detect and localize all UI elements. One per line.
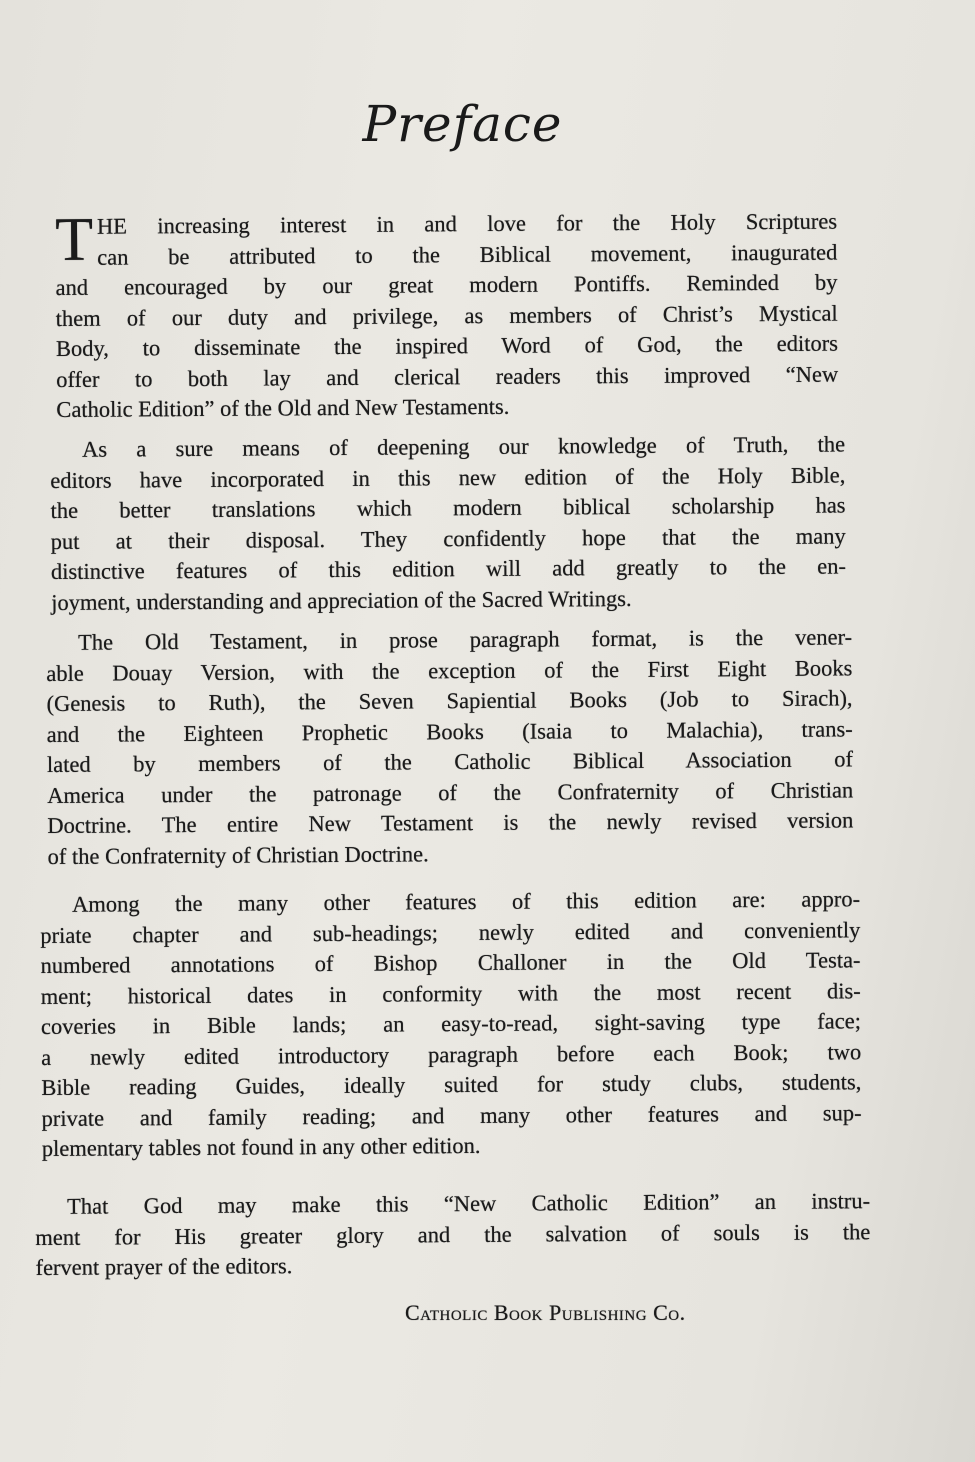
- text-line: Among the many other features of this edition are: appro-: [72, 886, 861, 917]
- text-line: ment; historical dates in conformity with the most recent dis-: [40, 977, 861, 1009]
- text-line: and the Eighteen Prophetic Books (Isaia to Malachia), trans-: [46, 715, 853, 747]
- text-line: plementary tables not found in any other edition.: [41, 1132, 481, 1161]
- text-line: Catholic Edition” of the Old and New Testaments.: [56, 393, 510, 422]
- text-line: coveries in Bible lands; an easy-to-read, sight-saving type face;: [40, 1008, 862, 1039]
- text-line: (Genesis to Ruth), the Seven Sapiential Books (Job to Sirach),: [46, 685, 853, 716]
- text-line: America under the patronage of the Confraternity of Christian: [47, 776, 854, 808]
- text-line: offer to both lay and clerical readers this improved “New: [56, 361, 839, 392]
- drop-cap: T: [54, 205, 94, 274]
- text-line: the better translations which modern biblical scholarship has: [50, 492, 846, 523]
- text-line: can be attributed to the Biblical movement, inaugurated: [97, 239, 838, 270]
- paragraph-3: [46, 622, 854, 872]
- text-line: of the Confraternity of Christian Doctrine.: [47, 840, 429, 869]
- page-title: Preface: [362, 95, 563, 153]
- paragraph-4: [40, 884, 862, 1164]
- paragraph-1: [55, 207, 838, 426]
- text-line: Bible reading Guides, ideally suited for study clubs, students,: [41, 1069, 862, 1100]
- paragraph-5: [35, 1186, 871, 1283]
- text-line: Doctrine. The entire New Testament is the newly revised version: [47, 807, 854, 838]
- text-line: As a sure means of deepening our knowledge of Truth, the: [82, 431, 846, 462]
- text-line: That God may make this “New Catholic Edition” an instru-: [67, 1188, 871, 1219]
- text-line: Body, to disseminate the inspired Word of God, the editors: [55, 330, 839, 361]
- text-line: and encouraged by our great modern Pontiffs. Reminded by: [55, 269, 838, 300]
- publisher-signature: Catholic Book Publishing Co.: [405, 1300, 686, 1325]
- text-line: able Douay Version, with the exception of the First Eight Books: [46, 654, 853, 686]
- text-line: fervent prayer of the editors.: [35, 1253, 293, 1280]
- text-line: HE increasing interest in and love for the Holy Scriptures: [96, 208, 838, 239]
- text-line: ment for His greater glory and the salvation of souls is the: [35, 1218, 871, 1250]
- text-line: The Old Testament, in prose paragraph format, is the vener-: [78, 624, 853, 655]
- text-line: private and family reading; and many other features and sup-: [41, 1099, 862, 1131]
- text-line: priate chapter and sub-headings; newly edited and conveniently: [40, 916, 861, 948]
- text-line: editors have incorporated in this new edition of the Holy Bible,: [50, 461, 846, 493]
- text-line: lated by members of the Catholic Biblical Association of: [46, 746, 854, 777]
- text-line: distinctive features of this edition will add greatly to the en-: [50, 553, 847, 584]
- text-line: them of our duty and privilege, as members of Christ’s Mystical: [55, 300, 838, 331]
- paragraph-2: [50, 429, 846, 618]
- text-line: numbered annotations of Bishop Challoner in the Old Testa-: [40, 947, 861, 978]
- text-line: put at their disposal. They confidently hope that the many: [50, 522, 846, 554]
- text-line: joyment, understanding and appreciation of the Sacred Writings.: [51, 585, 632, 615]
- text-line: a newly edited introductory paragraph before each Book; two: [41, 1038, 862, 1070]
